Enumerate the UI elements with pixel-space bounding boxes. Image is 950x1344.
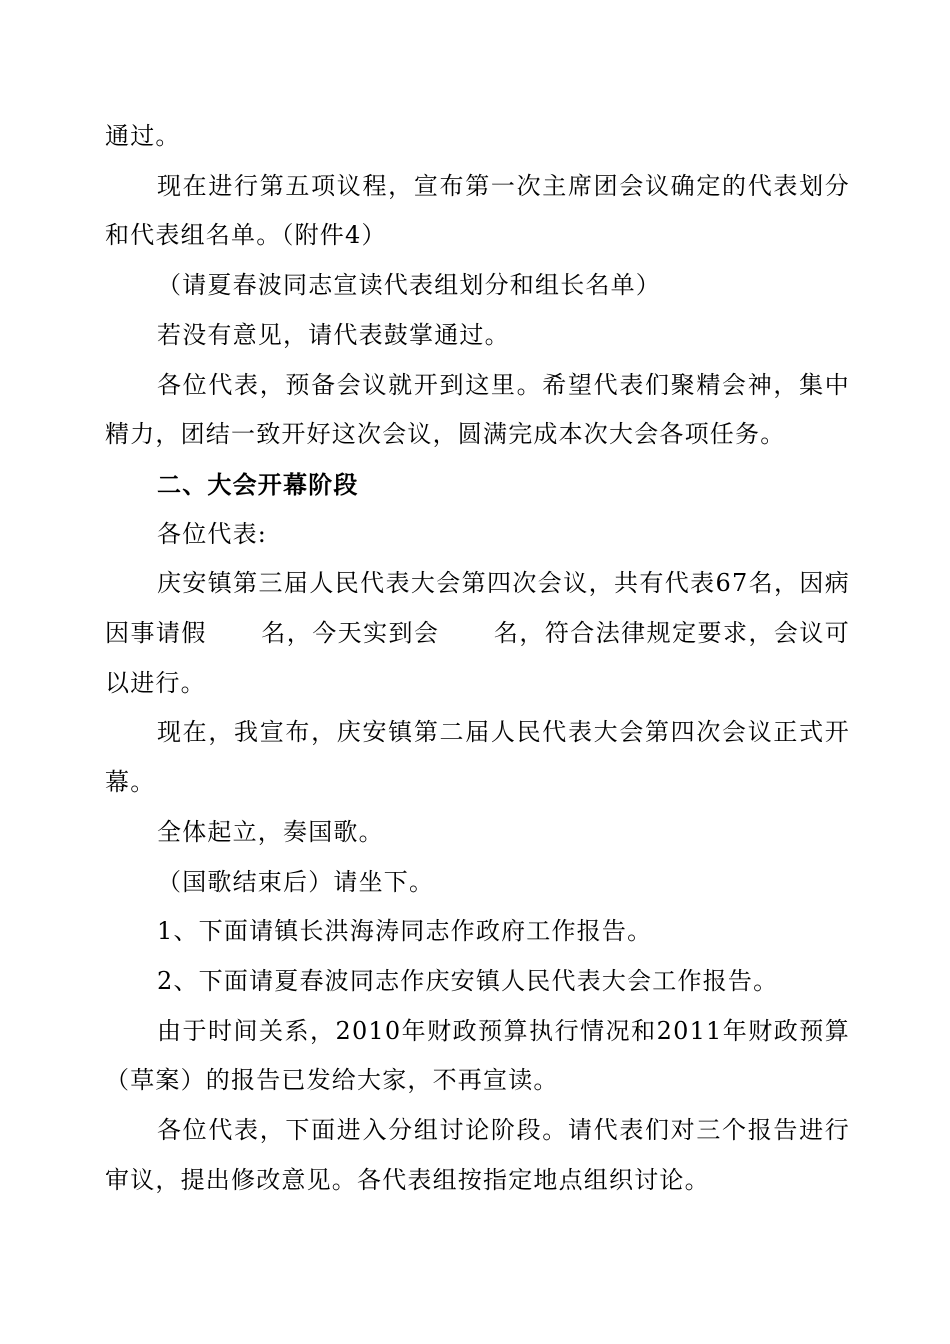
paragraph-approval-request: 若没有意见，请代表鼓掌通过。 [157, 320, 510, 349]
paragraph-budget-note: 由于时间关系，2010年财政预算执行情况和2011年财政预算（草案）的报告已发给大家，不再宣读。 [105, 1016, 850, 1095]
section-heading: 二、大会开幕阶段 [157, 469, 359, 499]
paragraph-agenda-item-five: 现在进行第五项议程，宣布第一次主席团会议确定的代表划分和代表组名单。（附件4） [105, 171, 850, 250]
document-page [105, 112, 850, 1205]
paragraph-group-discussion: 各位代表，下面进入分组讨论阶段。请代表们对三个报告进行审议，提出修改意见。各代表组按指定地点组织讨论。 [105, 1116, 850, 1194]
paragraph-attendance: 庆安镇第三届人民代表大会第四次会议，共有代表67名，因病因事请假 名，今天实到会 名，符合法律规定要求，会议可以进行。 [105, 569, 850, 697]
paragraph-opening-declaration: 现在，我宣布，庆安镇第二届人民代表大会第四次会议正式开幕。 [105, 718, 850, 797]
paragraph-be-seated: （国歌结束后）请坐下。 [157, 867, 435, 896]
paragraph-continuation: 通过。 [105, 122, 181, 150]
paragraph-anthem: 全体起立，奏国歌。 [157, 817, 384, 846]
paragraph-report-two: 2、下面请夏春波同志作庆安镇人民代表大会工作报告。 [157, 966, 779, 995]
paragraph-preparatory-closing: 各位代表，预备会议就开到这里。希望代表们聚精会神，集中精力，团结一致开好这次会议，圆满完成本次大会各项任务。 [105, 370, 850, 449]
paragraph-report-one: 1、下面请镇长洪海涛同志作政府工作报告。 [157, 917, 653, 946]
paragraph-reading-note: （请夏春波同志宣读代表组划分和组长名单） [157, 271, 661, 300]
paragraph-salutation: 各位代表: [157, 519, 268, 548]
